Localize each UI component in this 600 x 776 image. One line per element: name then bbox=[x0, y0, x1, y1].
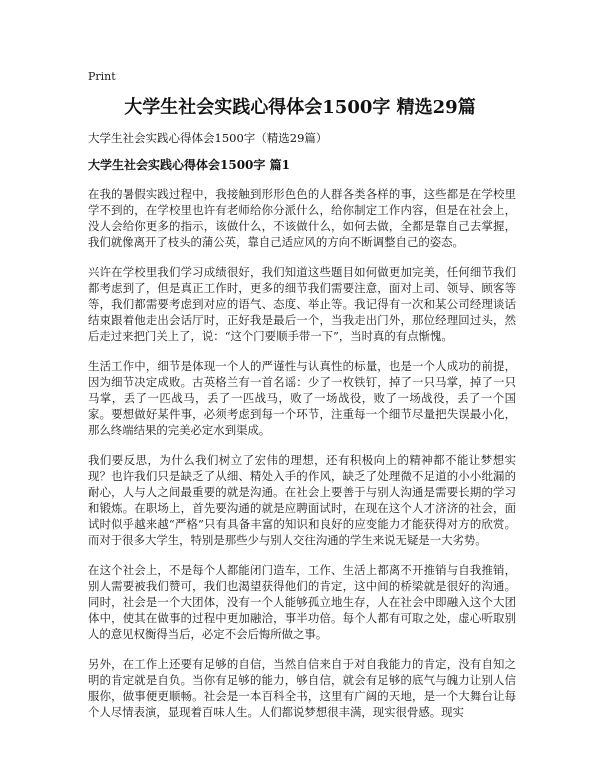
paragraph: 兴许在学校里我们学习成绩很好，我们知道这些题目如何做更加完美，任何细节我们都考虑到了，但是真正工作时，更多的细节我们需要注意，面对上司、领导、顾客等等，我们都需要考虑到对应的语气、态度、举止等。我记得有一次和某公司经理谈话结束跟着他走出会话厅时，正好我是最后一个，当我走出门外，那位经理回过头，然后走过来把门关上了，说：“这个门要顺手带一下”，当时真的有点惭愧。 bbox=[88, 265, 516, 343]
document-subtitle: 大学生社会实践心得体会1500字（精选29篇） bbox=[88, 131, 328, 145]
section-heading: 大学生社会实践心得体会1500字 篇1 bbox=[88, 158, 290, 172]
paragraph: 另外，在工作上还要有足够的自信，当然自信来自于对自我能力的肯定，没有自知之明的肯定就是自负。当你有足够的能力，够自信，就会有足够的底气与魄力让别人信服你，做事便更顺畅。社会是一本百科全书，这里有广阔的天地，是一个大舞台让每个人尽情表演，显现着百味人生。人们都说梦想很丰满，现实很骨感。现实 bbox=[88, 657, 516, 719]
paragraph: 生活工作中，细节是体现一个人的严谨性与认真性的标量，也是一个人成功的前提，因为细节决定成败。古英格兰有一首名谣：少了一枚铁钉，掉了一只马掌，掉了一只马掌，丢了一匹战马，丢了一匹战马，败了一场战役，败了一场战役，丢了一个国家。要想做好某件事，必须考虑到每一个环节，注重每一个细节尽量把失误最小化，那么终端结果的完美必定水到渠成。 bbox=[88, 359, 516, 437]
page-title: 大学生社会实践心得体会1500字 精选29篇 bbox=[124, 97, 476, 118]
print-link[interactable]: Print bbox=[88, 70, 116, 83]
article-body bbox=[88, 186, 516, 734]
paragraph: 在这个社会上，不是每个人都能闭门造车，工作、生活上都离不开推销与自我推销，别人需要被我们赞可，我们也渴望获得他们的肯定，这中间的桥梁就是很好的沟通。同时，社会是一个大团体，没有一个人能够孤立地生存，人在社会中即融入这个大团体中，使其在做事的过程中更加融洽，事半功倍。每个人都有可取之处，虚心听取别人的意见权衡得当后，必定不会后悔所做之事。 bbox=[88, 563, 516, 641]
paragraph: 在我的暑假实践过程中，我接触到形形色色的人群各类各样的事，这些都是在学校里学不到的，在学校里也许有老师给你分派什么，给你制定工作内容，但是在社会上，没人会给你更多的指示，该做什么，不该做什么，如何去做，全都是靠自己去掌握，我们就像离开了枝头的蒲公英，靠自己适应风的方向不断调整自己的姿态。 bbox=[88, 187, 516, 249]
paragraph: 我们要反思，为什么我们树立了宏伟的理想，还有积极向上的精神都不能让梦想实现？也许我们只是缺乏了从细、精处入手的作风，缺乏了处理微不足道的小小纰漏的耐心，人与人之间最重要的就是沟通。在社会上要善于与别人沟通是需要长期的学习和锻炼。在职场上，首先要沟通的就是应聘面试时，在现在这个人才济济的社会，面试时似乎越来越“严格”只有具备丰富的知识和良好的应变能力才能获得对方的欣赏。而对于很多大学生，特别是那些少与别人交往沟通的学生来说无疑是一大劣势。 bbox=[88, 453, 516, 547]
